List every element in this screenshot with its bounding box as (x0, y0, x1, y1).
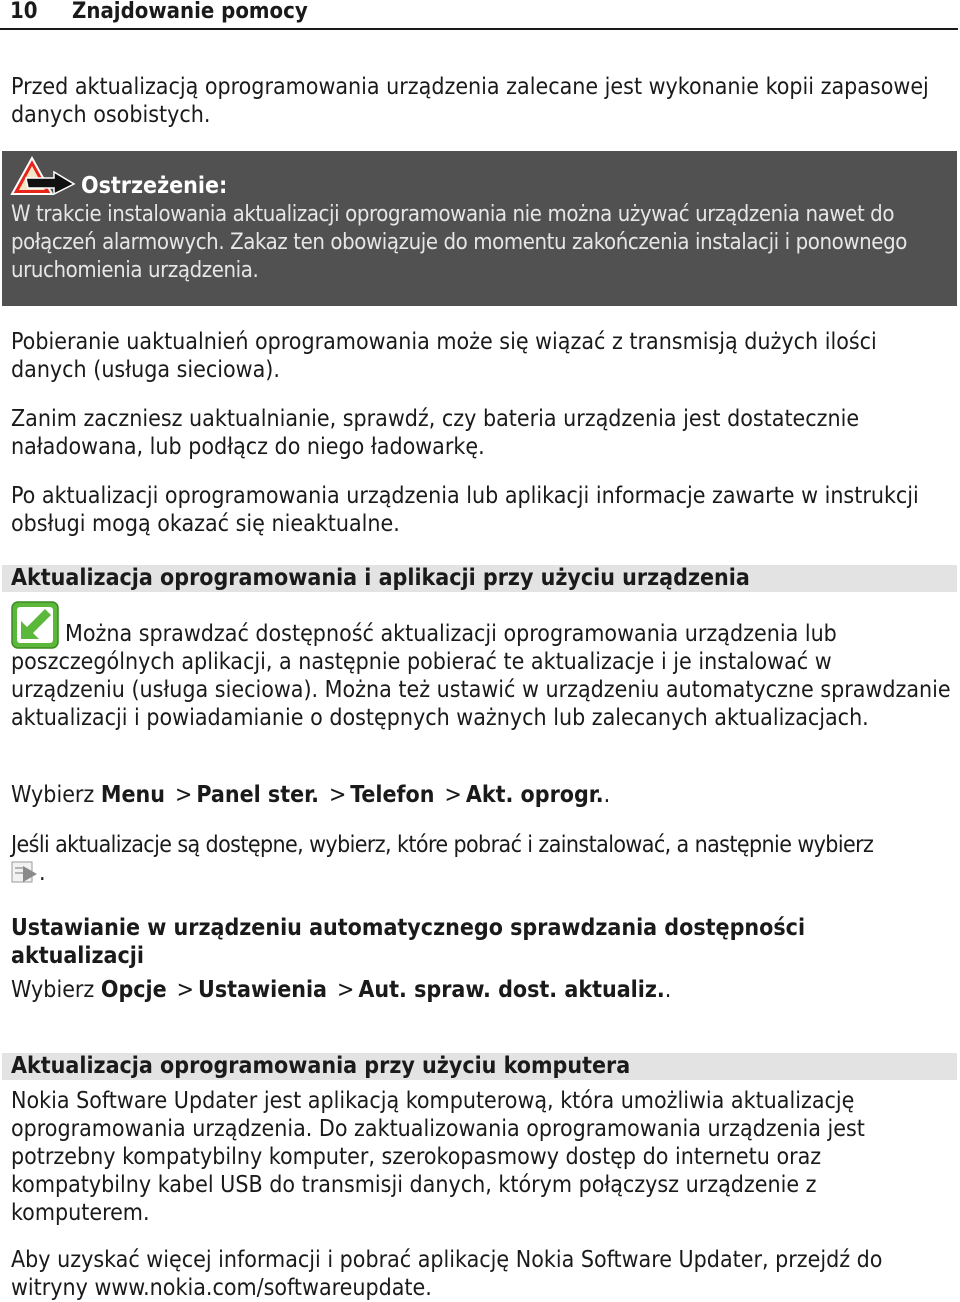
path-panel-ster: Panel ster. (196, 782, 319, 808)
intro-paragraph: Przed aktualizacją oprogramowania urządzenia zalecane jest wykonanie kopii zapasowej danych osobistych. (11, 74, 929, 128)
section2-body: Nokia Software Updater jest aplikacją komputerową, która umożliwia aktualizację oprogramowania urządzenia. Do zaktualizowania oprogramowania urządzenia jest potrzebny kompatybilny komputer, szerokopasmowy dostęp do internetu oraz kompatybilny kabel USB do transmisji danych, którym połączysz urządzenie z komputerem. (11, 1088, 865, 1226)
subsection-heading-auto-check: Ustawianie w urządzeniu automatycznego sprawdzania dostępności aktualizacji (11, 915, 806, 969)
paragraph-data-transfer: Pobieranie uaktualnień oprogramowania może się wiązać z transmisją dużych ilości danych (usługa sieciowa). (11, 329, 877, 383)
available-text: Jeśli aktualizacje są dostępne, wybierz, które pobrać i zainstalować, a następnie wybierz (11, 832, 874, 858)
section1-body: Można sprawdzać dostępność aktualizacji oprogramowania urządzenia lub poszczególnych aplikacji, a następnie pobierać te aktualizacje i je instalować w urządzeniu (usługa sieciowa). Można też ustawić w urządzeniu automatyczne sprawdzanie aktualizacji i powiadamianie o dostępnych ważnych lub zalecanych aktualizacjach. (11, 621, 951, 731)
path-separator: > (176, 977, 195, 1003)
select-prefix: Wybierz (11, 782, 95, 808)
paragraph-battery: Zanim zaczniesz uaktualnianie, sprawdź, czy bateria urządzenia jest dostatecznie naładowana, lub podłącz do niego ładowarkę. (11, 406, 860, 460)
path-separator: > (337, 977, 355, 1003)
section1-available-updates (11, 831, 951, 887)
path-telefon: Telefon (350, 782, 435, 808)
path-separator: > (444, 782, 462, 808)
section-heading-computer-update: Aktualizacja oprogramowania przy użyciu komputera (2, 1053, 957, 1080)
warning-triangle-hand-icon (10, 156, 76, 196)
section-heading-device-update: Aktualizacja oprogramowania i aplikacji przy użyciu urządzenia (2, 565, 957, 592)
section2-more-info: Aby uzyskać więcej informacji i pobrać aplikację Nokia Software Updater, przejdź do witryny www.nokia.com/softwareupdate. (11, 1247, 883, 1301)
paragraph-outdated-info: Po aktualizacji oprogramowania urządzenia lub aplikacji informacje zawarte w instrukcji obsługi mogą okazać się nieaktualne. (11, 483, 919, 537)
path-separator: > (174, 782, 193, 808)
section1-menu-path (11, 781, 951, 809)
path-ustawienia: Ustawienia (198, 977, 328, 1003)
select-prefix: Wybierz (11, 977, 95, 1003)
start-update-icon (11, 860, 39, 884)
path-menu: Menu (100, 782, 165, 808)
page-header (0, 0, 958, 30)
available-end: . (39, 860, 45, 886)
path-aut-spraw: Aut. spraw. dost. aktualiz. (358, 977, 665, 1003)
warning-title: Ostrzeżenie: (81, 173, 228, 199)
path-end: . (603, 782, 611, 808)
path-opcje: Opcje (100, 977, 167, 1003)
path-separator: > (328, 782, 347, 808)
warning-box (2, 151, 957, 306)
path-end: . (664, 977, 672, 1003)
path-akt-oprogr: Akt. oprogr. (465, 782, 604, 808)
page-number: 10 (10, 0, 38, 24)
page-header-title: Znajdowanie pomocy (72, 0, 308, 24)
subsection-menu-path (11, 976, 951, 1004)
warning-text: W trakcie instalowania aktualizacji oprogramowania nie można używać urządzenia nawet do połączeń alarmowych. Zakaz ten obowiązuje do momentu zakończenia instalacji i ponownego uruchomienia urządzenia. (11, 202, 907, 283)
